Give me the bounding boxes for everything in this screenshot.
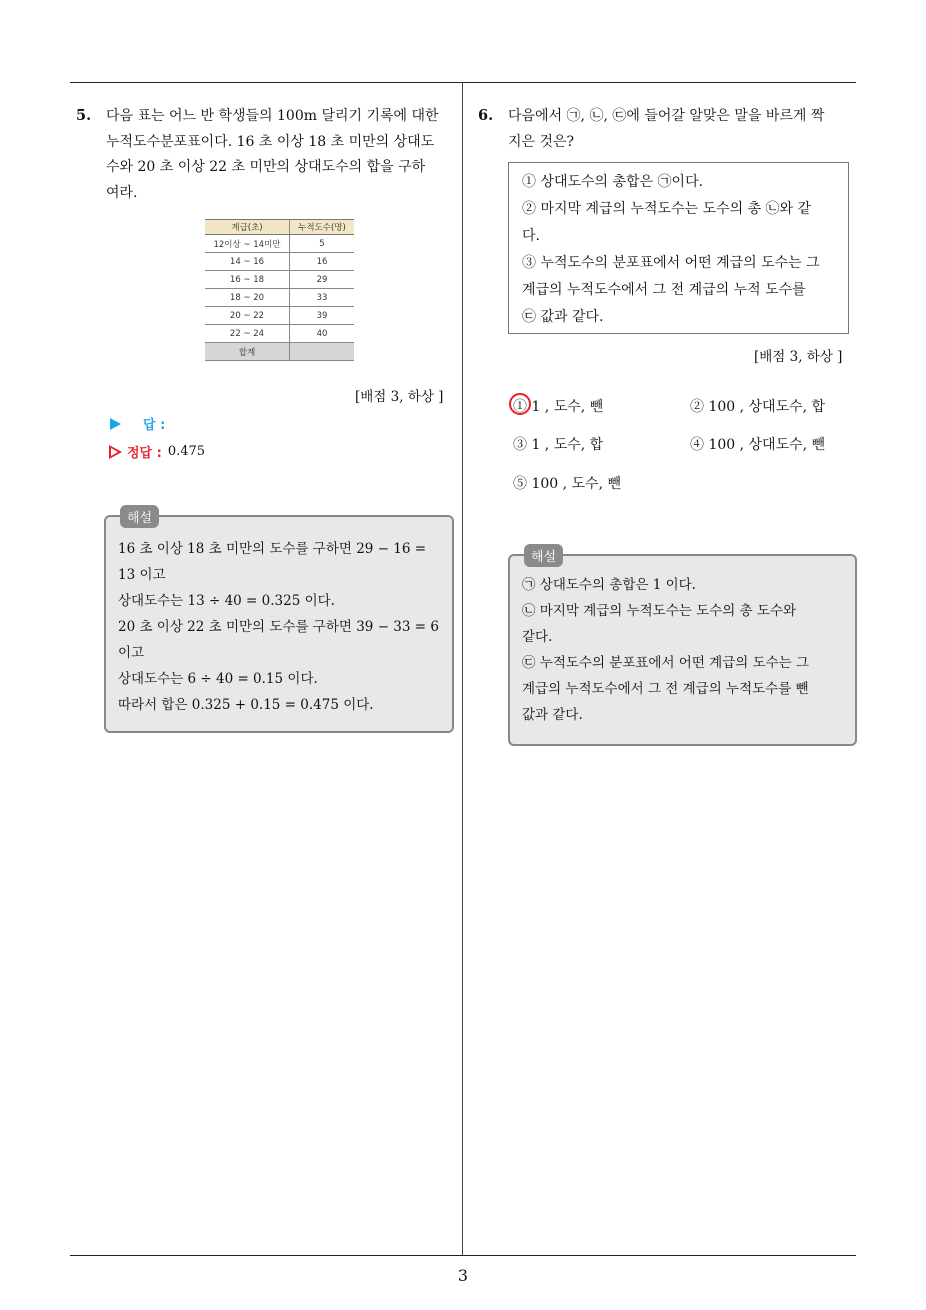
explanation-text-6 [522, 572, 809, 728]
question-text-line: 여라. [106, 184, 138, 201]
correct-answer-label: 정답 : [127, 446, 162, 461]
table-cell: 12이상 ~ 14미만 [205, 235, 290, 253]
choice-5[interactable]: ⑤ 100 , 도수, 뺀 [513, 476, 621, 492]
explanation-line: 따라서 합은 0.325 + 0.15 = 0.475 이다. [118, 697, 374, 713]
explanation-line: 계급의 누적도수에서 그 전 계급의 누적도수를 뺀 [522, 681, 809, 697]
choice-1[interactable]: ① 1 , 도수, 뺀 [513, 399, 604, 415]
table-header-row [205, 220, 354, 235]
correct-answer-value: 0.475 [167, 444, 206, 459]
explanation-text-5 [118, 536, 439, 718]
table-cell: 5 [290, 235, 355, 253]
table-row [205, 271, 354, 289]
condition-line: ② 마지막 계급의 누적도수는 도수의 총 ㉡와 같 [522, 201, 812, 217]
page-number: 3 [457, 1266, 469, 1285]
condition-line: 계급의 누적도수에서 그 전 계급의 누적 도수를 [522, 282, 806, 298]
condition-line: ① 상대도수의 총합은 ㉠이다. [522, 174, 704, 190]
play-triangle-icon [110, 418, 121, 430]
cumulative-frequency-table [205, 219, 354, 361]
question-5-score: [배점 3, 하상 ] [355, 389, 444, 405]
table-cell: 20 ~ 22 [205, 307, 290, 325]
table-cell: 16 ~ 18 [205, 271, 290, 289]
explanation-line: 16 초 이상 18 초 미만의 도수를 구하면 29 − 16 = [118, 541, 427, 557]
question-6-score: [배점 3, 하상 ] [754, 349, 843, 365]
explanation-line: 13 이고 [118, 567, 166, 583]
explanation-line: ㉡ 마지막 계급의 누적도수는 도수의 총 도수와 [522, 603, 796, 619]
question-5-number: 5. [76, 107, 92, 124]
correct-answer-row [110, 442, 205, 461]
question-text-line: 수와 20 초 이상 22 초 미만의 상대도수의 합을 구하 [106, 159, 426, 175]
table-cell: 18 ~ 20 [205, 289, 290, 307]
explanation-line: 같다. [522, 629, 553, 645]
footer-rule [70, 1255, 856, 1256]
table-cell: 22 ~ 24 [205, 325, 290, 343]
table-row [205, 253, 354, 271]
condition-line: ㉢ 값과 같다. [522, 309, 604, 325]
table-row [205, 235, 354, 253]
table-row [205, 325, 354, 343]
table-cell: 29 [290, 271, 355, 289]
question-6-text [508, 104, 824, 155]
explanation-tag: 해설 [524, 544, 563, 567]
explanation-line: 상대도수는 13 ÷ 40 = 0.325 이다. [118, 593, 335, 609]
table-cell: 40 [290, 325, 355, 343]
table-total-row [205, 343, 354, 361]
marked-answer-circle [509, 393, 531, 415]
table-row [205, 307, 354, 325]
table-cell: 16 [290, 253, 355, 271]
table-header-class: 계급(초) [205, 220, 290, 235]
question-text-line: 누적도수분포표이다. 16 초 이상 18 초 미만의 상대도 [106, 133, 435, 150]
question-text-line: 다음 표는 어느 반 학생들의 100m 달리기 기록에 대한 [106, 108, 439, 124]
choice-4[interactable]: ④ 100 , 상대도수, 뺀 [690, 437, 826, 453]
explanation-line: 이고 [118, 645, 145, 661]
answer-row [110, 414, 165, 433]
explanation-line: ㉠ 상대도수의 총합은 1 이다. [522, 577, 696, 593]
outline-triangle-icon [110, 446, 121, 458]
table-cell: 33 [290, 289, 355, 307]
choice-3[interactable]: ③ 1 , 도수, 합 [513, 437, 604, 453]
condition-line: 다. [522, 228, 540, 244]
answer-label: 답 : [143, 418, 166, 433]
header-rule [70, 82, 856, 83]
conditions-text [522, 169, 820, 331]
table-row [205, 289, 354, 307]
table-cell: 39 [290, 307, 355, 325]
table-total-label: 합계 [205, 343, 290, 361]
explanation-line: ㉢ 누적도수의 분포표에서 어떤 계급의 도수는 그 [522, 655, 810, 671]
question-text-line: 지은 것은? [508, 133, 575, 150]
table-cell: 14 ~ 16 [205, 253, 290, 271]
explanation-tag: 해설 [120, 505, 159, 528]
table-total-value [290, 343, 355, 361]
explanation-line: 값과 같다. [522, 707, 583, 723]
explanation-line: 상대도수는 6 ÷ 40 = 0.15 이다. [118, 671, 318, 687]
question-5-text [106, 104, 439, 206]
explanation-line: 20 초 이상 22 초 미만의 도수를 구하면 39 − 33 = 6 [118, 619, 439, 635]
choice-2[interactable]: ② 100 , 상대도수, 합 [690, 399, 826, 415]
condition-line: ③ 누적도수의 분포표에서 어떤 계급의 도수는 그 [522, 255, 820, 271]
question-text-line: 다음에서 ㉠, ㉡, ㉢에 들어갈 알맞은 말을 바르게 짝 [508, 108, 825, 124]
table-header-cumulative: 누적도수(명) [290, 220, 355, 235]
question-6-number: 6. [478, 107, 494, 124]
column-divider [462, 83, 463, 1255]
